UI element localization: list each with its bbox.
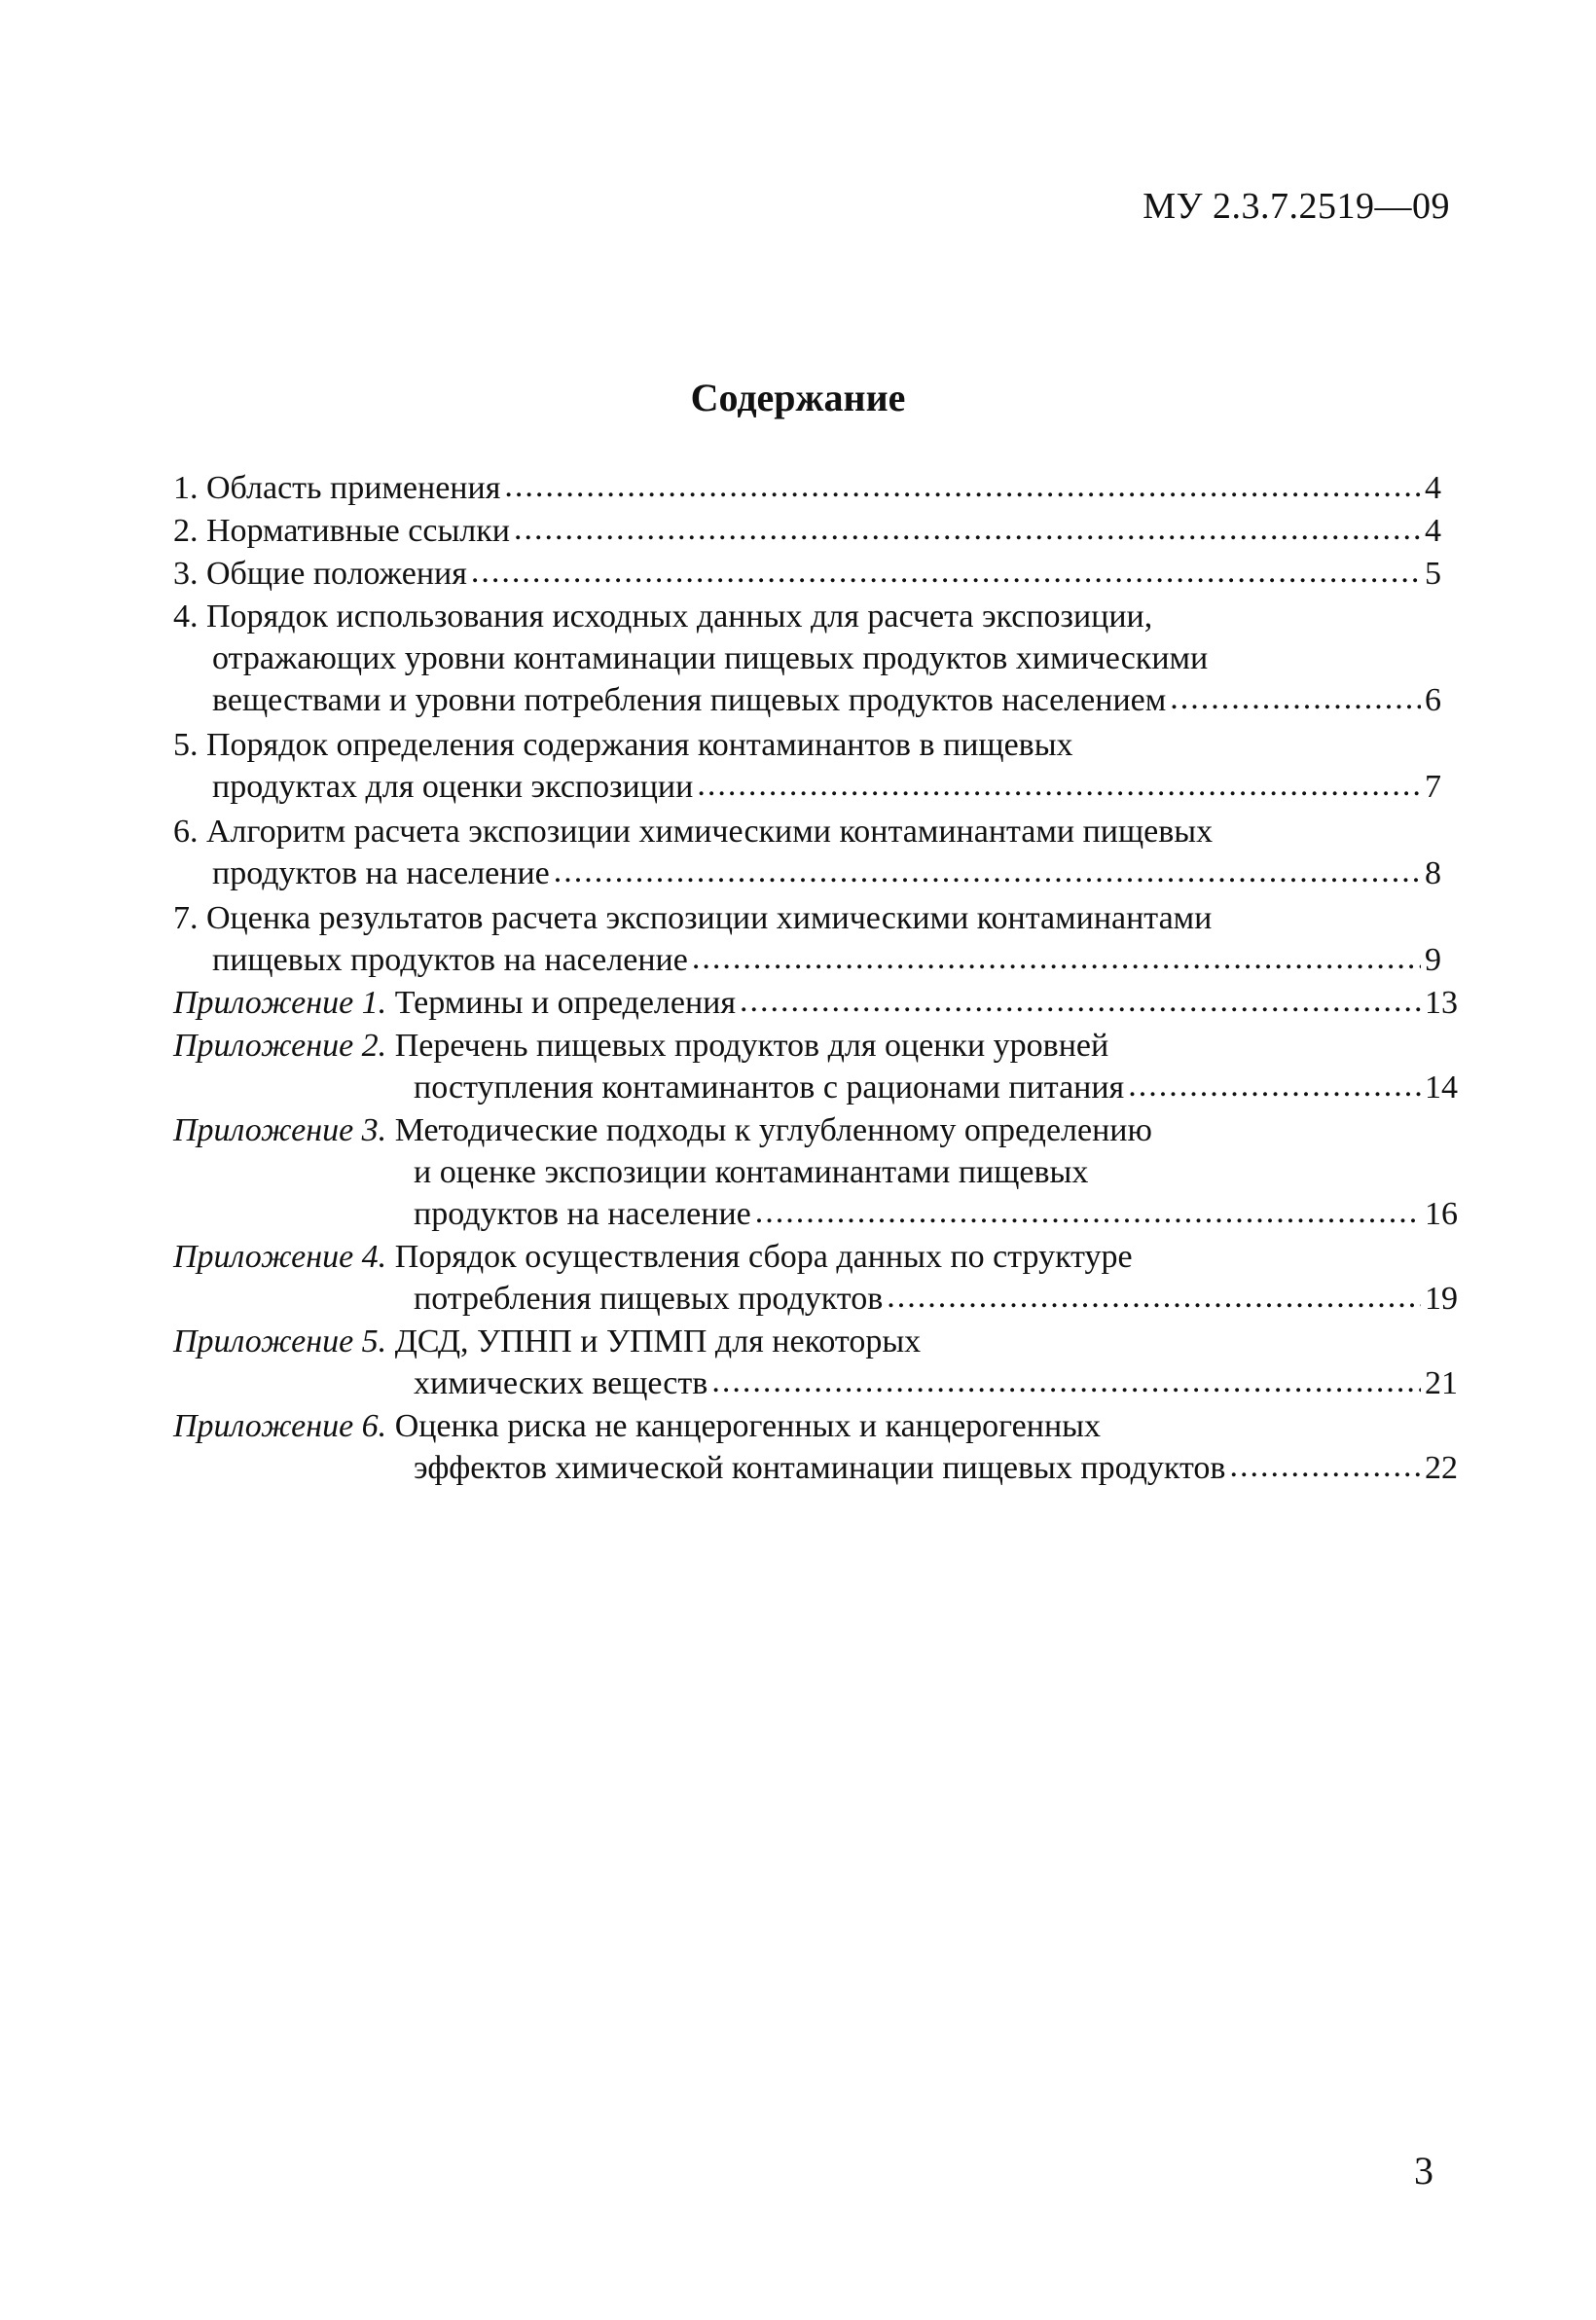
toc-entry-text: и оценке экспозиции контаминантами пищевых [414, 1154, 1089, 1190]
toc-entry-text: продуктов на население [414, 1196, 751, 1232]
toc-entry-text: 5. Порядок определения содержания контаминантов в пищевых [173, 727, 1073, 763]
toc-page-number: 19 [1425, 1281, 1458, 1317]
toc-entry-text: 4. Порядок использования исходных данных для расчета экспозиции, [173, 598, 1153, 634]
dot-leader [554, 851, 1421, 892]
dot-leader [1128, 1065, 1421, 1106]
toc-page-number: 6 [1425, 682, 1441, 718]
appendix-label: Приложение 5. [173, 1323, 387, 1359]
toc-entry-text: 1. Область применения [173, 470, 501, 506]
dot-leader [1170, 677, 1421, 719]
toc-entry-text: потребления пищевых продуктов [414, 1281, 884, 1317]
toc-entry-text: 2. Нормативные ссылки [173, 513, 510, 549]
table-of-contents [173, 467, 1458, 1490]
toc-entry-text: 6. Алгоритм расчета экспозиции химическими контаминантами пищевых [173, 814, 1214, 850]
toc-entry-text: 7. Оценка результатов расчета экспозиции химическими контаминантами [173, 900, 1213, 936]
toc-entry-7[interactable] [173, 897, 1440, 981]
toc-page-number: 16 [1425, 1196, 1458, 1232]
dot-leader [755, 1191, 1421, 1233]
toc-appendix-2[interactable] [173, 1025, 1458, 1108]
dot-leader [887, 1276, 1421, 1318]
toc-entry-text: продуктах для оценки экспозиции [212, 769, 694, 805]
toc-page-number: 4 [1425, 470, 1441, 506]
toc-entry-text: 3. Общие положения [173, 556, 467, 592]
appendix-label: Приложение 4. [173, 1239, 387, 1275]
toc-entry-text: Порядок осуществления сбора данных по структуре [394, 1239, 1133, 1275]
toc-entry-3[interactable] [173, 553, 1440, 595]
toc-entry-text: поступления контаминантов с рационами питания [414, 1069, 1125, 1106]
toc-entry-6[interactable] [173, 811, 1440, 894]
appendix-label: Приложение 2. [173, 1028, 387, 1064]
toc-entry-text: Оценка риска не канцерогенных и канцерогенных [394, 1408, 1101, 1444]
dot-leader [711, 1360, 1421, 1402]
toc-appendix-4[interactable] [173, 1236, 1458, 1320]
appendix-label: Приложение 6. [173, 1408, 387, 1444]
dot-leader [697, 764, 1421, 806]
toc-entry-text: продуктов на население [212, 855, 550, 891]
dot-leader [740, 980, 1421, 1022]
dot-leader [692, 937, 1421, 979]
toc-entry-2[interactable] [173, 510, 1440, 552]
toc-page-number: 21 [1425, 1365, 1458, 1401]
toc-entry-text: Методические подходы к углубленному определению [394, 1112, 1152, 1148]
toc-entry-text: отражающих уровни контаминации пищевых продуктов химическими [212, 640, 1209, 676]
page-number: 3 [1414, 2149, 1433, 2193]
appendix-label: Приложение 1. [173, 985, 387, 1021]
toc-entry-text: веществами и уровни потребления пищевых продуктов населением [212, 682, 1167, 718]
toc-page-number: 9 [1425, 942, 1441, 978]
toc-entry-text: Перечень пищевых продуктов для оценки уровней [394, 1028, 1109, 1064]
toc-entry-text: эффектов химической контаминации пищевых продуктов [414, 1450, 1226, 1486]
toc-entry-1[interactable] [173, 467, 1440, 509]
toc-appendix-3[interactable] [173, 1109, 1458, 1235]
toc-page-number: 8 [1425, 855, 1441, 891]
dot-leader [1229, 1445, 1421, 1487]
toc-entry-5[interactable] [173, 724, 1440, 808]
toc-title: Содержание [690, 376, 906, 419]
toc-appendix-6[interactable] [173, 1405, 1458, 1489]
toc-entry-text: Термины и определения [394, 985, 736, 1021]
dot-leader [471, 551, 1421, 593]
dot-leader [504, 465, 1421, 507]
toc-appendix-5[interactable] [173, 1321, 1458, 1404]
dot-leader [514, 508, 1421, 550]
toc-appendix-1[interactable] [173, 982, 1458, 1024]
toc-entry-text: ДСД, УПНП и УПМП для некоторых [394, 1323, 922, 1359]
toc-entry-4[interactable] [173, 596, 1440, 721]
toc-page-number: 4 [1425, 513, 1441, 549]
toc-page-number: 5 [1425, 556, 1441, 592]
toc-page-number: 14 [1425, 1069, 1458, 1106]
appendix-label: Приложение 3. [173, 1112, 387, 1148]
toc-page-number: 7 [1425, 769, 1441, 805]
document-code: МУ 2.3.7.2519—09 [1143, 186, 1450, 227]
toc-page-number: 13 [1425, 985, 1458, 1021]
toc-page-number: 22 [1425, 1450, 1458, 1486]
toc-entry-text: химических веществ [414, 1365, 708, 1401]
toc-entry-text: пищевых продуктов на население [212, 942, 688, 978]
